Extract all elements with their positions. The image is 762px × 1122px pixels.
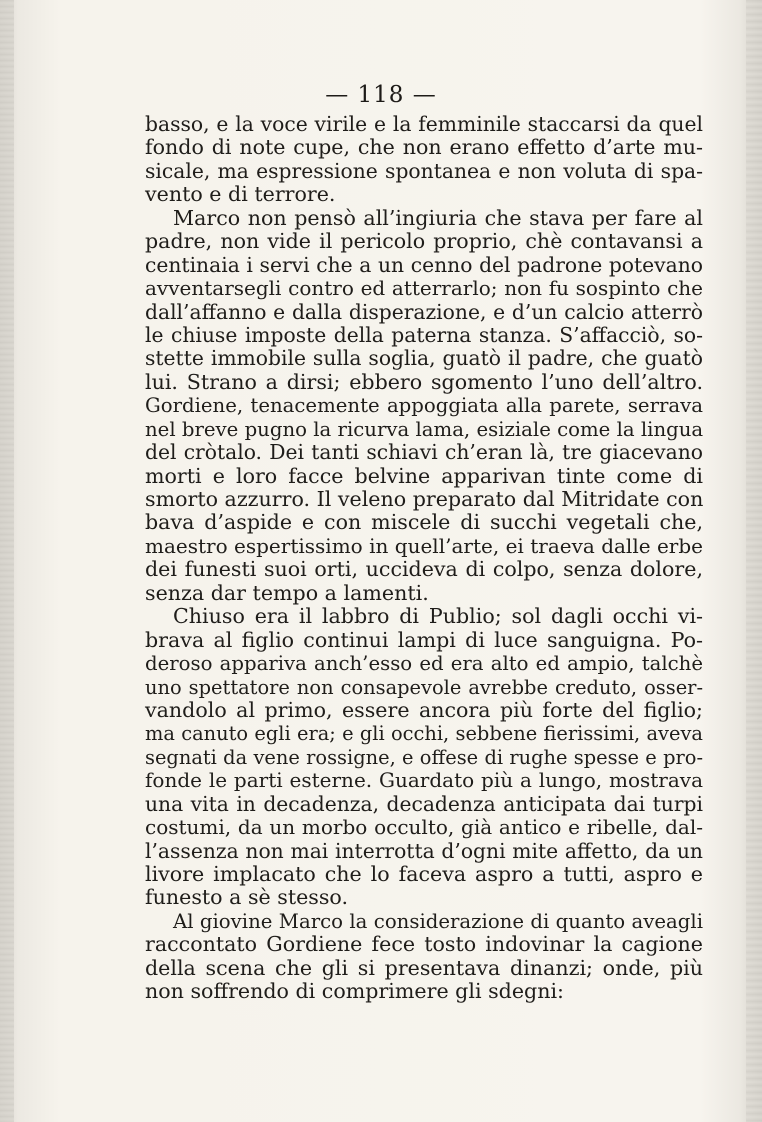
text-line: l’assenza non mai interrotta d’ogni mite affetto, da un [145, 838, 703, 863]
text-line: basso, e la voce virile e la femminile staccarsi da quel [145, 112, 703, 136]
text-line: centinaia i servi che a un cenno del padrone potevano [145, 252, 703, 277]
text-line: lui. Strano a dirsi; ebbero sgomento l’uno dell’altro. [145, 369, 703, 394]
text-line: deroso appariva anch’esso ed era alto ed ampio, talchè [145, 652, 703, 676]
text-line: Chiuso era il labbro di Publio; sol dagli occhi vi- [173, 604, 703, 629]
text-line: bava d’aspide e con miscele di succhi vegetali che, [145, 510, 703, 535]
text-line: dei funesti suoi orti, uccideva di colpo, senza dolore, [145, 557, 703, 582]
text-line: vandolo al primo, essere ancora più forte del figlio; [145, 697, 703, 722]
text-line: avventarsegli contro ed atterrarlo; non fu sospinto che [145, 276, 703, 301]
text-line: sicale, ma espressione spontanea e non voluta di spa- [145, 158, 703, 183]
text-line: della scena che gli si presentava dinanzi; onde, più [145, 955, 703, 980]
text-line: stette immobile sulla soglia, guatò il padre, che guatò [145, 346, 703, 371]
text-line: vento e di terrore. [145, 182, 336, 207]
text-line: morti e loro facce belvine apparivan tinte come di [145, 463, 703, 488]
text-line: dall’affanno e dalla disperazione, e d’un calcio atterrò [145, 299, 703, 324]
text-line: padre, non vide il pericolo proprio, chè contavansi a [145, 229, 703, 254]
page-number: — 118 — [325, 82, 437, 108]
text-line: ma canuto egli era; e gli occhi, sebbene fierissimi, aveva [145, 722, 703, 746]
text-line: funesto a sè stesso. [145, 885, 349, 910]
text-line: fondo di note cupe, che non erano effetto d’arte mu- [145, 135, 703, 160]
text-line: segnati da vene rossigne, e offese di rughe spesse e pro- [145, 745, 703, 769]
text-line: fonde le parti esterne. Guardato più a lungo, mostrava [145, 768, 703, 793]
page-right-edge [746, 0, 762, 1122]
page-left-edge [0, 0, 14, 1122]
text-line: livore implacato che lo faceva aspro a tutti, aspro e [145, 862, 703, 886]
text-line: del cròtalo. Dei tanti schiavi ch’eran là, tre giacevano [145, 440, 703, 465]
text-line: le chiuse imposte della paterna stanza. S’affacciò, so- [145, 322, 703, 347]
text-line: brava al figlio continui lampi di luce sanguigna. Po- [145, 627, 703, 652]
text-line: Al giovine Marco la considerazione di quanto aveagli [173, 909, 703, 933]
text-line: uno spettatore non consapevole avrebbe creduto, osser- [145, 675, 703, 699]
text-line: nel breve pugno la ricurva lama, esiziale come la lingua [145, 417, 704, 441]
text-line: smorto azzurro. Il veleno preparato dal Mitridate con [145, 487, 704, 511]
text-line: Marco non pensò all’ingiuria che stava per fare al [173, 205, 703, 230]
text-line: costumi, da un morbo occulto, già antico e ribelle, dal- [145, 815, 703, 840]
text-line: senza dar tempo a lamenti. [145, 580, 429, 605]
text-line: maestro espertissimo in quell’arte, ei traeva dalle erbe [145, 533, 703, 558]
text-line: non soffrendo di comprimere gli sdegni: [145, 979, 564, 1004]
text-line: Gordiene, tenacemente appoggiata alla parete, serrava [145, 394, 703, 418]
body-text [145, 113, 703, 1004]
text-line: una vita in decadenza, decadenza anticipata dai turpi [145, 791, 703, 816]
text-line: raccontato Gordiene fece tosto indovinar la cagione [145, 932, 703, 957]
